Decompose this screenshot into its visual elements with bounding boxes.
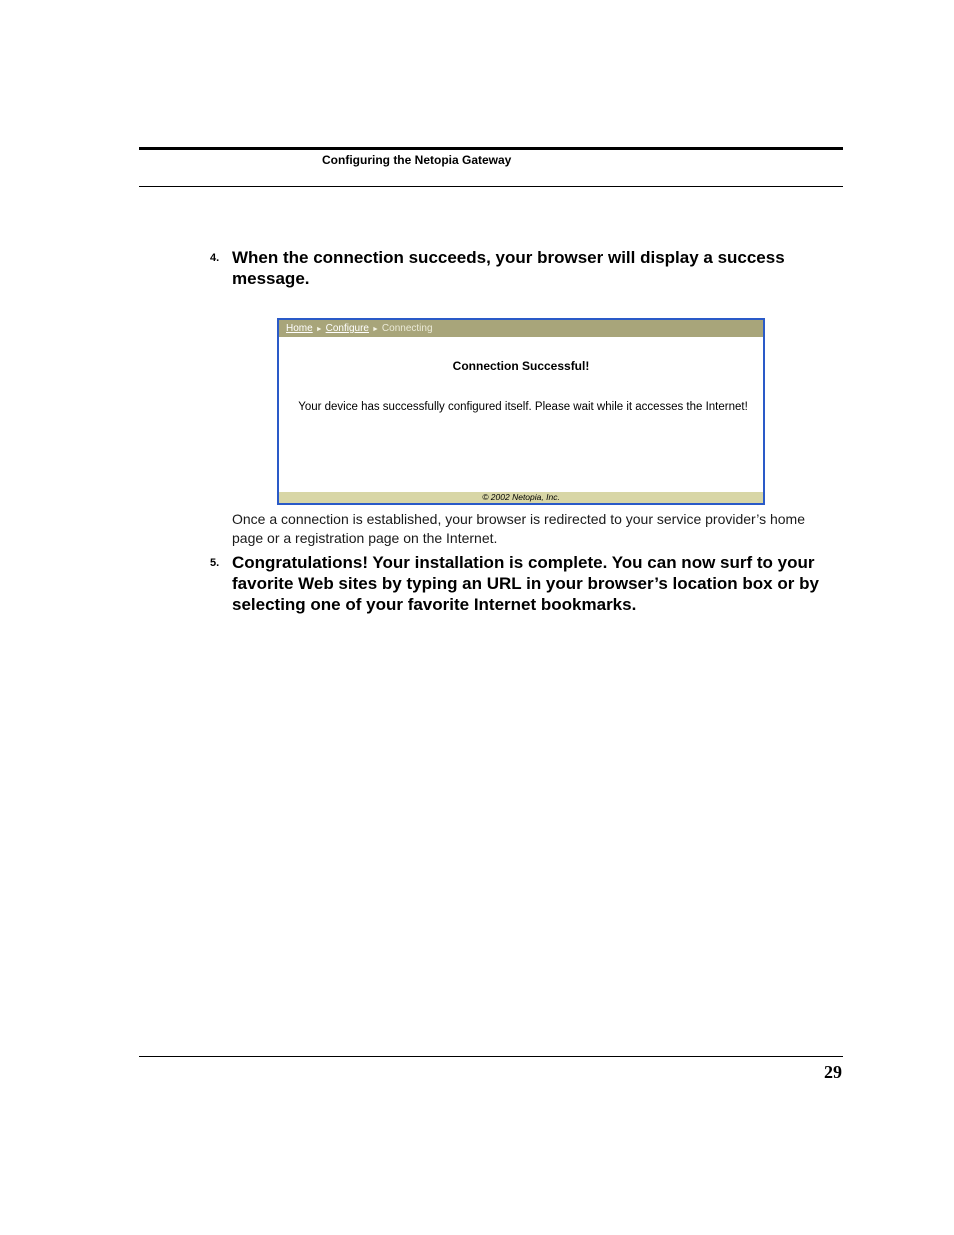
breadcrumb: [279, 320, 763, 337]
page-number: 29: [824, 1062, 842, 1082]
footer-rule: [139, 1056, 843, 1057]
step-5-number: 5.: [210, 557, 220, 569]
step-4-number: 4.: [210, 252, 220, 264]
breadcrumb-configure-link[interactable]: Configure: [325, 323, 369, 334]
step-5-text: Congratulations! Your installation is complete. You can now surf to your favorite Web sites by typing an URL in your browser’s location box or by selecting one of your favorite Internet bookmarks.: [232, 553, 819, 614]
copyright-footer: © 2002 Netopia, Inc.: [279, 492, 763, 503]
redirect-paragraph: Once a connection is established, your browser is redirected to your service provider’s home page or a registration page on the Internet.: [232, 511, 805, 546]
running-header: Configuring the Netopia Gateway: [322, 153, 512, 167]
header-bottom-rule: [139, 186, 843, 187]
breadcrumb-current: Connecting: [381, 323, 433, 334]
breadcrumb-separator-icon: ►: [315, 326, 323, 333]
step-4-text: When the connection succeeds, your browser will display a success message.: [232, 248, 785, 288]
breadcrumb-separator-icon: ►: [371, 326, 379, 333]
header-top-rule: [139, 147, 843, 150]
breadcrumb-home-link[interactable]: Home: [286, 323, 313, 334]
success-title: Connection Successful!: [452, 359, 590, 373]
success-message: Your device has successfully configured itself. Please wait while it accesses the Internet!: [298, 401, 748, 413]
browser-screenshot: [277, 318, 765, 505]
